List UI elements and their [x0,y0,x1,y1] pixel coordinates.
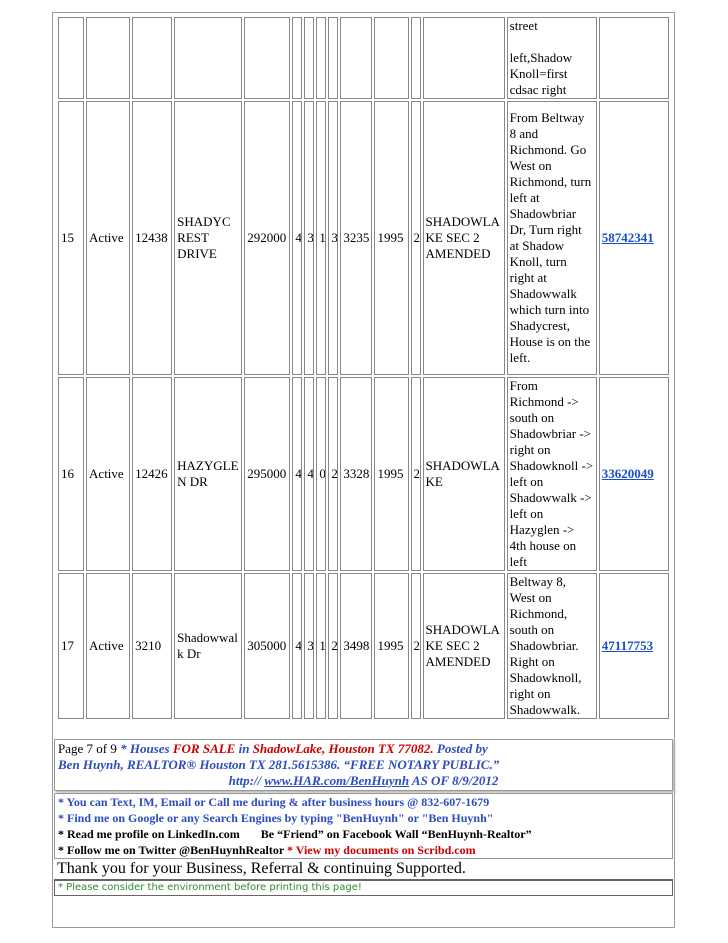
mls-link-anchor[interactable]: 58742341 [601,230,654,245]
subdivision [423,17,505,99]
listing-id: 12438 [132,101,172,375]
contact-line-1: * You can Text, IM, Email or Call me during & after business hours @ 832-607-1679 [58,795,490,809]
stories: 3 [328,101,338,375]
square-feet [340,17,372,99]
half-baths [316,17,326,99]
listing-id: 12426 [132,377,172,571]
listing-status [86,17,130,99]
city-label: Houston TX 77082. [328,741,434,756]
table-row [58,101,669,375]
stories [328,17,338,99]
contact-line-3 [58,826,669,842]
page-number: 7 [86,741,94,756]
bedrooms [292,17,302,99]
mls-link-anchor[interactable]: 33620049 [601,466,654,481]
list-price: 295000 [244,377,290,571]
listing-status: Active [86,573,130,719]
list-price [244,17,290,99]
area-label: ShadowLake, [252,741,326,756]
for-sale-label: FOR SALE [172,741,236,756]
listing-id: 3210 [132,573,172,719]
bedrooms: 4 [292,377,302,571]
street-name: HAZYGLE N DR [174,377,242,571]
as-of-date: AS OF 8/9/2012 [411,773,499,788]
garage: 2 [411,377,421,571]
thanks-line: Thank you for your Business, Referral & continuing Supported. [54,859,673,880]
mls-link[interactable] [599,17,669,99]
footer-line-2: Ben Huynh, REALTOR® Houston TX 281.5615386. “FREE NOTARY PUBLIC.” [58,757,500,772]
stories: 2 [328,377,338,571]
full-baths: 4 [304,377,314,571]
environment-note: * Please consider the environment before printing this page! [54,880,673,896]
stories: 2 [328,573,338,719]
full-baths [304,17,314,99]
url-prefix: http:// [228,773,262,788]
year-built: 1995 [374,377,408,571]
subdivision: SHADOWLA KE SEC 2 AMENDED [423,101,505,375]
street-name: SHADYC REST DRIVE [174,101,242,375]
bedrooms: 4 [292,573,302,719]
directions: Beltway 8, West on Richmond, south on Shadowbriar. Right on Shadowknoll, right on Shadowwalk. [507,573,597,719]
subdivision: SHADOWLA KE SEC 2 AMENDED [423,573,505,719]
full-baths: 3 [304,101,314,375]
listing-status: Active [86,101,130,375]
year-built [374,17,408,99]
linkedin-text: * Read me profile on LinkedIn.com [58,827,240,841]
listing-number [58,17,84,99]
garage: 2 [411,101,421,375]
square-feet: 3498 [340,573,372,719]
full-baths: 3 [304,573,314,719]
listings-table [56,15,671,721]
directions: street left,Shadow Knoll=first cdsac right [507,17,597,99]
mls-link[interactable] [599,101,669,375]
half-baths: 1 [316,573,326,719]
street-name [174,17,242,99]
mls-link-anchor[interactable]: 47117753 [601,638,654,653]
listing-id [132,17,172,99]
contact-line-4 [58,842,669,858]
page-footer [54,739,673,921]
mls-link[interactable] [599,573,669,719]
year-built: 1995 [374,573,408,719]
list-price: 292000 [244,101,290,375]
scribd-text: * View my documents on Scribd.com [286,843,476,857]
listing-number: 17 [58,573,84,719]
garage: 2 [411,573,421,719]
half-baths: 0 [316,377,326,571]
posted-by-label: Posted by [436,741,488,756]
table-row [58,17,669,99]
footer-line-3 [58,773,669,789]
in-label: in [238,741,250,756]
square-feet: 3328 [340,377,372,571]
table-row [58,573,669,719]
mls-link[interactable] [599,377,669,571]
of-label: of [96,741,108,756]
directions: From Richmond -> south on Shadowbriar -> right on Shadowknoll -> left on Shadowwalk -> left on Hazyglen -> 4th house on left [507,377,597,571]
twitter-text: * Follow me on Twitter @BenHuynhRealtor [58,843,284,857]
year-built: 1995 [374,101,408,375]
page-label: Page [58,741,84,756]
facebook-text: Be “Friend” on Facebook Wall “BenHuynh-Realtor” [260,827,532,841]
footer-line-1 [58,741,669,757]
subdivision: SHADOWLA KE [423,377,505,571]
listing-number: 16 [58,377,84,571]
listing-number: 15 [58,101,84,375]
houses-label: * Houses [120,741,170,756]
garage [411,17,421,99]
contact-box [54,793,673,859]
square-feet: 3235 [340,101,372,375]
half-baths: 1 [316,101,326,375]
footer-banner [54,739,673,791]
street-name: Shadowwal k Dr [174,573,242,719]
contact-line-2: * Find me on Google or any Search Engines by typing "BenHuynh" or "Ben Huynh" [58,811,494,825]
list-price: 305000 [244,573,290,719]
bedrooms: 4 [292,101,302,375]
page-total: 9 [110,741,117,756]
listing-status: Active [86,377,130,571]
har-link[interactable]: www.HAR.com/BenHuynh [264,773,410,788]
directions: From Beltway 8 and Richmond. Go West on Richmond, turn left at Shadowbriar Dr, Turn right at Shadow Knoll, turn right at Shadowwalk which turn into Shadycrest, House is on the left. [507,101,597,375]
table-row [58,377,669,571]
